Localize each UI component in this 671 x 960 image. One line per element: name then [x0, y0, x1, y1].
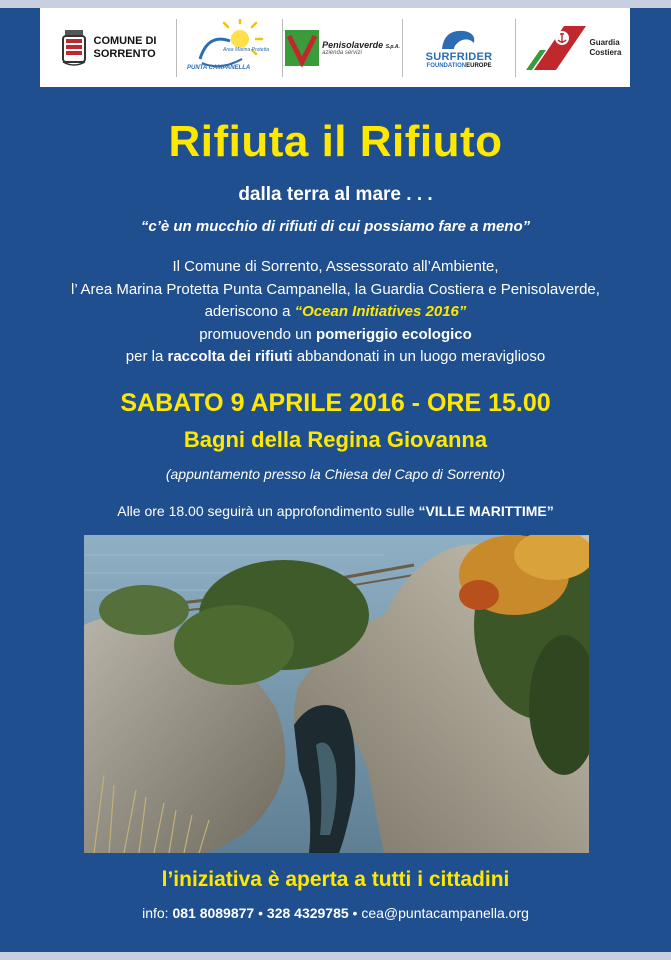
- penisolaverde-sub: azienda servizi: [322, 49, 362, 56]
- anchor-flag-icon: [524, 24, 586, 72]
- separator-1: •: [254, 905, 267, 921]
- penisolaverde-logo: [283, 19, 403, 77]
- punta-campanella-logo: [177, 19, 283, 77]
- phone-1: 081 8089877: [172, 905, 255, 921]
- event-date-time: SABATO 9 APRILE 2016 - ORE 15.00: [120, 389, 551, 417]
- ocean-initiatives-highlight: “Ocean Initiatives 2016”: [294, 303, 467, 320]
- comune-sorrento-logo: [40, 19, 177, 77]
- top-strip: [0, 0, 671, 8]
- surfrider-name: SURFRIDER: [425, 50, 493, 63]
- guardia-costiera-logo: [516, 19, 630, 77]
- sponsor-logo-bar: [40, 8, 630, 87]
- poster-subtitle: dalla terra al mare . . .: [238, 184, 433, 205]
- email-address: cea@puntacampanella.org: [361, 905, 529, 921]
- campanella-bottom-text: PUNTA CAMPANELLA: [187, 64, 251, 71]
- body-line-5: [0, 346, 671, 369]
- crest-icon: [60, 28, 88, 68]
- separator-2: •: [348, 905, 362, 921]
- body-line-3-pre: aderiscono a: [204, 303, 295, 320]
- surfrider-sub2: EUROPE: [466, 62, 492, 69]
- poster-title: Rifiuta il Rifiuto: [168, 117, 503, 166]
- body-line-1: Il Comune di Sorrento, Assessorato all’Ambiente,: [172, 258, 499, 275]
- campanella-top-text: Area Marina Protetta: [223, 46, 270, 53]
- guardia-line1: Guardia: [589, 37, 620, 47]
- body-paragraph: [0, 256, 671, 369]
- wave-icon: [440, 27, 478, 51]
- guardia-line2: Costiera: [589, 47, 622, 57]
- penisolaverde-mark-icon: [285, 28, 319, 68]
- penisolaverde-name: Penisolaverde: [322, 39, 384, 50]
- body-line-4-bold: pomeriggio ecologico: [315, 325, 472, 343]
- body-line-4-pre: promuovendo un: [199, 325, 316, 343]
- contact-info: [0, 905, 671, 921]
- surfrider-logo: [403, 19, 516, 77]
- penisolaverde-suffix: S.p.A.: [385, 43, 400, 50]
- phone-2: 328 4329785: [266, 905, 349, 921]
- body-line-5-bold: raccolta dei rifiuti: [167, 348, 293, 365]
- comune-line1: COMUNE DI: [93, 34, 157, 47]
- event-appointment: (appuntamento presso la Chiesa del Capo di Sorrento): [165, 466, 506, 482]
- followup-pre: Alle ore 18.00 seguirà un approfondimento sulle: [117, 503, 419, 519]
- event-place: Bagni della Regina Giovanna: [183, 427, 488, 452]
- body-line-5-post: abbandonati in un luogo meraviglioso: [292, 348, 546, 365]
- poster-quote: “c’è un mucchio di rifiuti di cui possiamo fare a meno”: [140, 218, 531, 235]
- body-line-5-pre: per la: [125, 348, 168, 365]
- open-to-all-text: l’iniziativa è aperta a tutti i cittadini: [161, 868, 510, 891]
- surfrider-sub1: FOUNDATION: [426, 62, 467, 69]
- followup-bold: “VILLE MARITTIME”: [418, 503, 554, 519]
- comune-line2: SORRENTO: [93, 47, 156, 60]
- body-line-4: [0, 324, 671, 347]
- bottom-strip: [0, 952, 671, 960]
- info-label: info:: [142, 905, 173, 921]
- rock-arch-photo: [84, 535, 589, 853]
- event-followup: [0, 503, 671, 519]
- body-line-3: [0, 301, 671, 324]
- body-line-2: l’ Area Marina Protetta Punta Campanella, la Guardia Costiera e Penisolaverde,: [71, 280, 600, 298]
